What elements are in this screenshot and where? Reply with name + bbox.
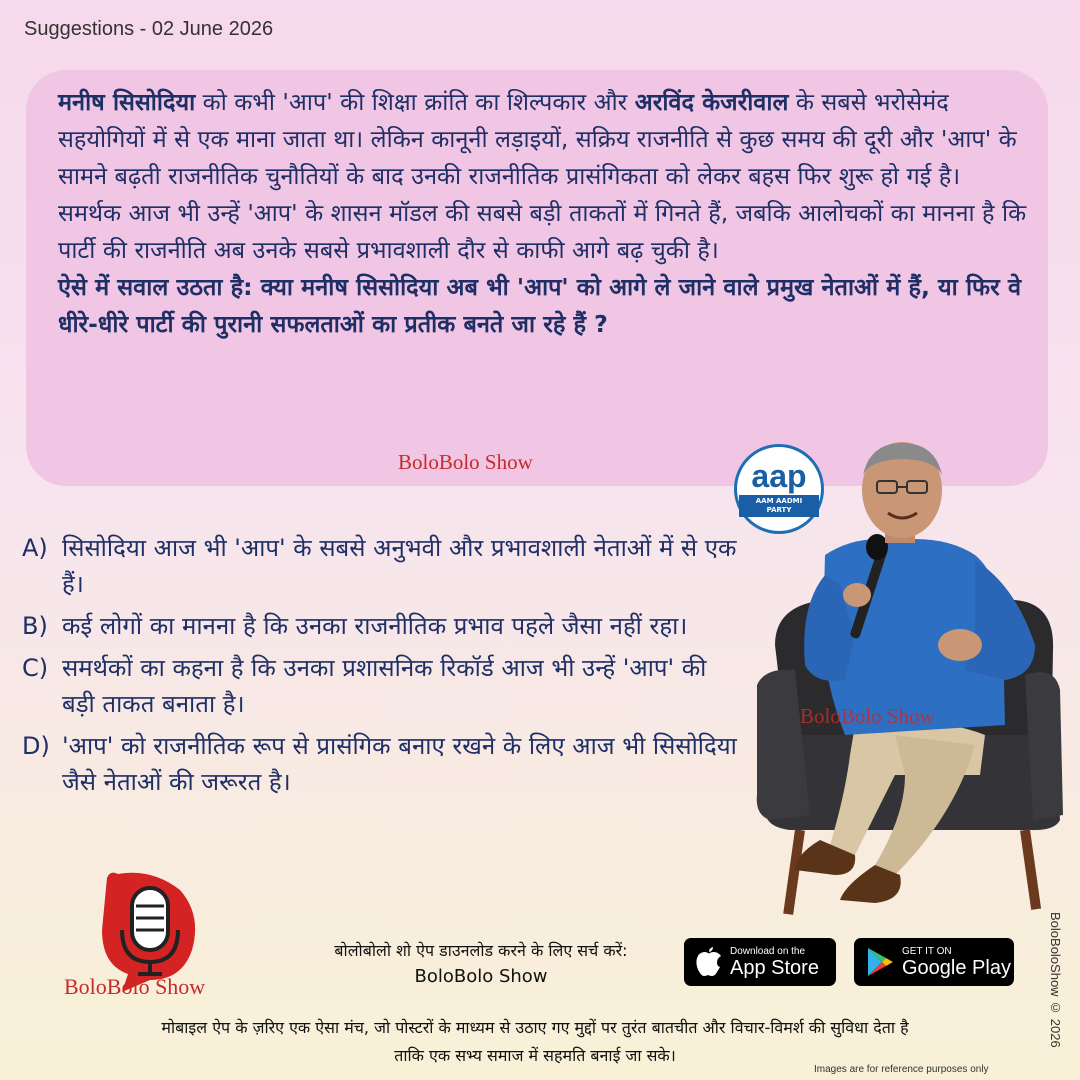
download-app-name: BoloBolo Show (414, 966, 548, 987)
option-c[interactable] (22, 650, 742, 722)
party-logo-band (739, 495, 819, 517)
party-logo-line2: PARTY (766, 506, 792, 514)
option-text: 'आप' को राजनीतिक रूप से प्रासंगिक बनाए रखने के लिए आज भी सिसोदिया जैसे नेताओं की जरूरत है। (62, 732, 737, 796)
disclaimer: Images are for reference purposes only (814, 1064, 989, 1075)
brand-name: BoloBolo Show (64, 974, 206, 999)
google-play-button[interactable] (854, 938, 1014, 986)
option-letter: C) (22, 654, 49, 682)
option-b[interactable] (22, 608, 742, 644)
footer-tagline-line1: मोबाइल ऐप के ज़रिए एक ऐसा मंच, जो पोस्टरों के माध्यम से उठाए गए मुद्दों पर तुरंत बातचीत और विचार-विमर्श की सुविधा देता है (161, 1018, 909, 1037)
googleplay-big-text: Google Play (902, 956, 1011, 979)
question-text: ऐसे में सवाल उठता है: क्या मनीष सिसोदिया अब भी 'आप' को आगे ले जाने वाले प्रमुख नेताओं में हैं, या फिर वे धीरे-धीरे पार्टी की पुरानी सफलताओं का प्रतीक बनते जा रहे हैं ? (58, 273, 1022, 338)
option-text: समर्थकों का कहना है कि उनका प्रशासनिक रिकॉर्ड आज भी उन्हें 'आप' की बड़ी ताकत बनाता है। (62, 654, 707, 718)
intro-part2: के सबसे भरोसेमंद सहयोगियों में से एक माना जाता था। लेकिन कानूनी लड़ाइयों, सक्रिय राजनीति से कुछ समय की दूरी और 'आप' के सामने बढ़ती राजनीतिक चुनौतियों के बाद उनकी राजनीतिक प्रासंगिकता को लेकर बहस फिर शुरू हो गई है। समर्थक आज भी उन्हें 'आप' के शासन मॉडल की सबसे बड़ी ताकतों में गिनते हैं, जबकि आलोचकों का मानना है कि पार्टी की राजनीति अब उनके सबसे प्रभावशाली दौर से काफी आगे बढ़ चुकी है। (58, 88, 1027, 264)
appstore-small-text: Download on the (730, 945, 806, 957)
footer-tagline-line2: ताकि एक सभ्य समाज में सहमति बनाई जा सके। (394, 1046, 676, 1065)
party-logo-line1: AAM AADMI (755, 497, 803, 505)
option-letter: B) (22, 612, 48, 640)
intro-part1: को कभी 'आप' की शिक्षा क्रांति का शिल्पकार और (195, 88, 635, 116)
option-text: कई लोगों का मानना है कि उनका राजनीतिक प्रभाव पहले जैसा नहीं रहा। (62, 612, 688, 640)
option-letter: A) (22, 534, 48, 562)
option-text: सिसोदिया आज भी 'आप' के सबसे अनुभवी और प्रभावशाली नेताओं में से एक हैं। (62, 534, 737, 598)
appstore-big-text: App Store (730, 956, 819, 979)
google-play-icon (866, 947, 894, 977)
watermark-photo-text: BoloBolo Show (800, 704, 935, 728)
footer-tagline (30, 1014, 1040, 1070)
intro-paragraph (58, 84, 1028, 343)
app-store-button[interactable] (684, 938, 836, 986)
option-letter: D) (22, 732, 50, 760)
option-a[interactable] (22, 530, 742, 602)
watermark-text: BoloBolo Show (398, 450, 533, 474)
name-arvind-kejriwal: अरविंद केजरीवाल (634, 88, 789, 116)
date-label: Suggestions - 02 June 2026 (24, 18, 274, 40)
party-logo-word: aap (751, 458, 807, 494)
googleplay-small-text: GET IT ON (902, 945, 952, 957)
name-manish-sisodia: मनीष सिसोदिया (58, 88, 196, 116)
apple-icon (696, 947, 722, 977)
option-d[interactable] (22, 728, 742, 800)
download-prompt (286, 938, 676, 990)
download-prompt-text: बोलोबोलो शो ऐप डाउनलोड करने के लिए सर्च करें: (334, 941, 628, 960)
party-logo (734, 444, 824, 534)
options-list (22, 530, 742, 806)
copyright: BoloBoloShow © 2026 (1048, 912, 1063, 1048)
